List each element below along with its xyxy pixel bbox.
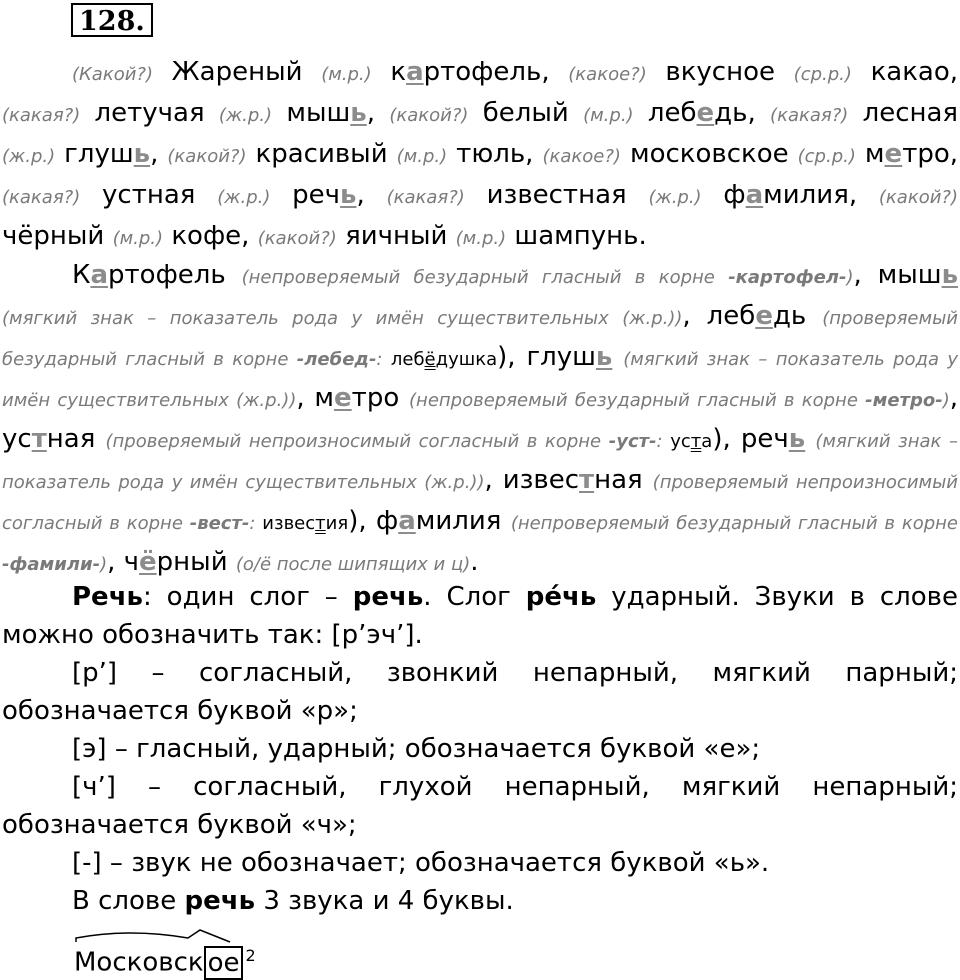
question-hint: (какая?): [2, 105, 81, 126]
phrase-item: [2, 180, 365, 210]
analysis-summary: В слове речь 3 звука и 4 буквы.: [72, 886, 514, 916]
explanation-familiya: (непроверяемый безударный гласный в корне -фамили-): [2, 513, 959, 575]
explanation-chernyi: (о/ё после шипящих и ц): [235, 554, 471, 575]
noun-part: мыш: [286, 98, 351, 128]
gender-hint: (ж.р.): [217, 187, 271, 208]
noun-part: ртофель: [423, 57, 542, 87]
phonetic-analysis: [2, 578, 958, 920]
question-hint: (какой?): [167, 146, 247, 167]
punctuation: ,: [150, 139, 159, 169]
question-hint: (какое?): [542, 146, 621, 167]
word-kartofel: Картофель: [72, 260, 226, 290]
orthogram-letter: ь: [133, 139, 151, 169]
question-hint: (какой?): [389, 105, 469, 126]
noun-part: дь: [714, 98, 748, 128]
explanation-kartofel: (непроверяемый безударный гласный в корне -картофел-): [241, 267, 854, 288]
noun: [171, 221, 241, 251]
word-mysh: мышь: [877, 260, 959, 290]
punctuation: ,: [541, 57, 550, 87]
adjective: московское: [629, 139, 789, 169]
phrases-paragraph: [2, 53, 958, 258]
punctuation: ,: [366, 98, 376, 128]
phrase-item: [258, 221, 647, 251]
word-ending-box: ое: [204, 946, 244, 980]
question-hint: (какая?): [2, 187, 81, 208]
question-hint: (какая?): [770, 105, 849, 126]
punctuation: ,: [848, 180, 858, 210]
noun: [648, 98, 748, 128]
explanation-lebed: (проверяемый безударный гласный в корне -лебед-: лебёдушка: [2, 308, 958, 370]
noun-part: реч: [292, 180, 341, 210]
phrase-item: [389, 98, 755, 128]
noun-part: глуш: [64, 139, 134, 169]
noun-part: тро: [902, 139, 950, 169]
noun: [292, 180, 356, 210]
noun-part: ф: [723, 180, 746, 210]
word-metro: метро: [314, 383, 400, 413]
punctuation: .: [638, 221, 647, 251]
morpheme-mark: 2: [245, 946, 256, 965]
noun-part: кофе: [171, 221, 242, 251]
punctuation: ,: [949, 57, 959, 87]
noun: [865, 139, 950, 169]
adjective: белый: [482, 98, 569, 128]
adjective: устная: [102, 180, 196, 210]
punctuation: ,: [747, 98, 756, 128]
word-ustnaya: устная: [2, 424, 96, 454]
phrase-item: [2, 98, 375, 128]
gender-hint: (ср.р.): [797, 146, 856, 167]
noun-part: какао: [870, 57, 950, 87]
exercise-number-badge: [71, 3, 153, 37]
gender-hint: (ж.р.): [218, 105, 273, 126]
explanation-rech: (мягкий знак – показатель рода у имён существительных (ж.р.)): [2, 431, 959, 493]
noun-part: к: [390, 57, 407, 87]
orthogram-letter: ь: [340, 180, 357, 210]
question-hint: (Какой?): [72, 64, 153, 85]
phrase-item: [72, 57, 550, 87]
word-izvestnaya: известная: [502, 465, 643, 495]
word-rech: речь: [740, 424, 806, 454]
gender-hint: (ср.р.): [793, 64, 852, 85]
explanation-ustnaya: (проверяемый непроизносимый согласный в корне -уст-: уста: [105, 431, 713, 452]
punctuation: ,: [241, 221, 250, 251]
adjective: чёрный: [2, 221, 105, 251]
word-glush: глушь: [526, 342, 613, 372]
explanation-glush: (мягкий знак – показатель рода у имён существительных (ж.р.)): [2, 349, 958, 411]
orthogram-letter: е: [884, 139, 903, 169]
phrase-item: [542, 139, 958, 169]
analysis-intro: Речь: один слог – речь. Слог ре́чь ударный. Звуки в слове можно обозначить так: [р’эч’].: [2, 582, 958, 650]
gender-hint: (ж.р.): [2, 146, 56, 167]
noun: [390, 57, 541, 87]
noun-part: м: [864, 139, 885, 169]
noun: [64, 139, 150, 169]
adjective: известная: [486, 180, 627, 210]
adjective: вкусное: [665, 57, 776, 87]
orthogram-letter: е: [696, 98, 715, 128]
orthogram-letter: ь: [350, 98, 367, 128]
gender-hint: (м.р.): [583, 105, 634, 126]
adjective: красивый: [255, 139, 388, 169]
exercise-number: 128.: [79, 6, 145, 37]
word-stem: Московск: [74, 947, 204, 978]
noun-part: милия: [763, 180, 849, 210]
question-hint: (какая?): [386, 187, 465, 208]
noun: [514, 221, 638, 251]
gender-hint: (м.р.): [396, 146, 448, 167]
phrase-item: [387, 180, 858, 210]
sound-soft-sign: [-] – звук не обозначает; обозначается буквой «ь».: [72, 848, 770, 878]
morpheme-analysis: [74, 939, 256, 980]
sound-e: [э] – гласный, ударный; обозначается буквой «е»;: [72, 734, 761, 764]
gender-hint: (м.р.): [112, 228, 164, 249]
adjective: яичный: [345, 221, 448, 251]
gender-hint: (м.р.): [321, 64, 372, 85]
question-hint: (какой?): [257, 228, 337, 249]
noun: [723, 180, 848, 210]
orthogram-letter: а: [745, 180, 764, 210]
sound-ch: [ч’] – согласный, глухой непарный, мягкий непарный; обозначается буквой «ч»;: [2, 772, 958, 840]
word-lebed: лебедь: [706, 301, 807, 331]
noun-part: леб: [647, 98, 697, 128]
orthogram-letter: а: [406, 57, 424, 87]
question-hint: (какое?): [568, 64, 647, 85]
gender-hint: (м.р.): [455, 228, 507, 249]
phrase-item: [568, 57, 958, 87]
word-chernyi: чёрный: [123, 547, 228, 577]
adjective: летучая: [94, 98, 205, 128]
noun: [871, 57, 950, 87]
adjective: Жареный: [171, 57, 303, 87]
noun: [456, 139, 525, 169]
explanation-metro: (непроверяемый безударный гласный в корне -метро-): [409, 390, 950, 411]
adjective: лесная: [862, 98, 959, 128]
explanation-mysh: (мягкий знак – показатель рода у имён существительных (ж.р.)): [2, 308, 683, 329]
punctuation: ,: [525, 139, 534, 169]
phrase-item: [167, 139, 533, 169]
word-familiya: фамилия: [375, 506, 502, 536]
sound-r: [р’] – согласный, звонкий непарный, мягкий парный; обозначается буквой «р»;: [2, 658, 958, 726]
noun-part: шампунь: [514, 221, 639, 251]
gender-hint: (ж.р.): [648, 187, 702, 208]
punctuation: ,: [356, 180, 365, 210]
question-hint: (какой?): [878, 187, 958, 208]
punctuation: ,: [949, 139, 959, 169]
spelling-explanations-paragraph: Картофель (непроверяемый безударный гласный в корне -картофел-), мышь (мягкий знак – показатель рода у имён существительных (ж.р.)), лебедь (проверяемый безударный гласный в корне -лебед-: лебёдушка), глушь (мягкий знак – показатель рода у имён существительных (ж.р.)), метро (непроверяемый безударный гласный в корне -метро-), устная (проверяемый непроизносимый согласный в корне -уст-: уста), речь (мягкий знак – показатель рода у имён существительных (ж.р.)), известная (проверяемый непроизносимый согласный в корне -вест-: известия), фамилия (непроверяемый безударный гласный в корне -фамили-), чёрный (о/ё после шипящих и ц).: [2, 260, 959, 577]
noun-part: тюль: [456, 139, 526, 169]
explanation-izvestnaya: (проверяемый непроизносимый согласный в корне -вест-: известия: [2, 472, 959, 534]
noun: [286, 98, 366, 128]
